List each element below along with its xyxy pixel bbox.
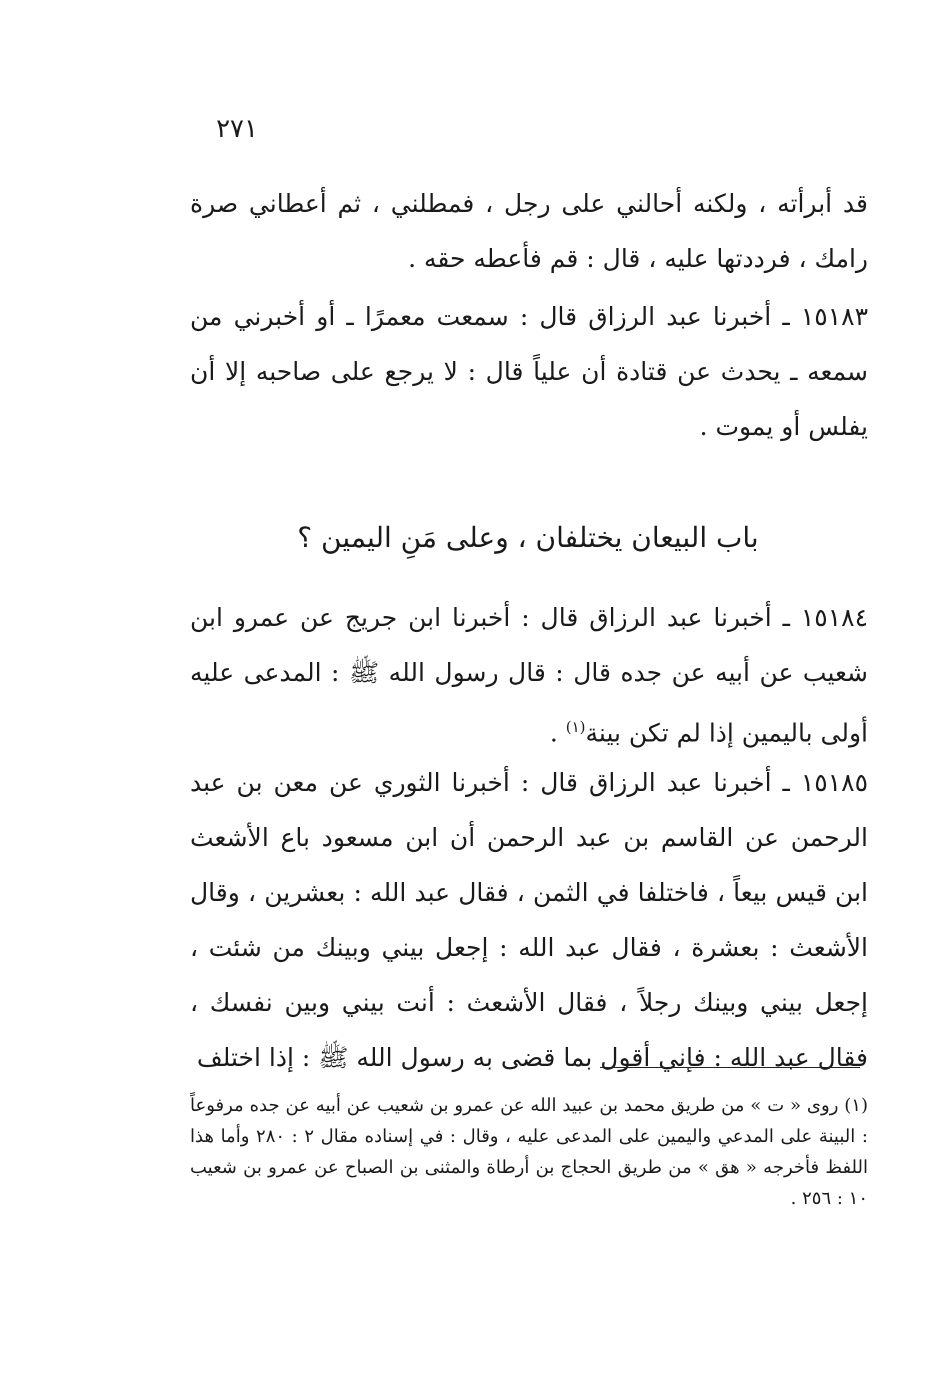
- hadith-15184-paragraph: [190, 590, 868, 760]
- footnote-1-text: (١) روى « ت » من طريق محمد بن عبيد الله عن عمرو بن شعيب عن أبيه عن جده مرفوعاً : البينة على المدعي واليمين على المدعى عليه ، وقال : في إسناده مقال ٢ : ٢٨٠ وأما هذا اللفظ فأخرجه « هق » من طريق الحجاج بن أرطاة والمثنى بن الصباح عن عمرو بن شعيب ١٠ : ٢٥٦ .: [190, 1095, 868, 1209]
- continuation-paragraph: [190, 176, 868, 286]
- hadith-15185: [190, 755, 868, 1085]
- hadith-15184-end: .: [549, 718, 566, 748]
- footnote-1: [190, 1090, 868, 1214]
- hadith-15183: [190, 289, 868, 454]
- book-page: [190, 0, 868, 1373]
- chapter-heading: باب البيعان يختلفان ، وعلى مَنِ اليمين ؟: [297, 521, 759, 554]
- continuation-text: قد أبرأته ، ولكنه أحالني على رجل ، فمطلني ، ثم أعطاني صرة رامك ، فرددتها عليه ، قال : قم فأعطه حقه .: [190, 189, 868, 273]
- footnote-ref-1: (١): [565, 718, 586, 736]
- footnote-divider: [600, 1067, 860, 1068]
- hadith-15184: [190, 590, 868, 760]
- hadith-15185-text: ١٥١٨٥ ـ أخبرنا عبد الرزاق قال : أخبرنا الثوري عن معن بن عبد الرحمن عن القاسم بن عبد الرحمن أن ابن مسعود باع الأشعث ابن قيس بيعاً ، فاختلفا في الثمن ، فقال عبد الله : بعشرين ، وقال الأشعث : بعشرة ، فقال عبد الله : إجعل بيني وبينك من شئت ، إجعل بيني وبينك رجلاً ، فقال الأشعث : أنت بيني وبين نفسك ، فقال عبد الله : فإني أقول بما قضى به رسول الله ﷺ : إذا اختلف: [190, 768, 868, 1072]
- page-number: ٢٧١: [216, 114, 258, 144]
- hadith-15183-text: ١٥١٨٣ ـ أخبرنا عبد الرزاق قال : سمعت معمرًا ـ أو أخبرني من سمعه ـ يحدث عن قتادة أن علياً قال : لا يرجع على صاحبه إلا أن يفلس أو يموت .: [190, 302, 868, 441]
- hadith-15184-text: ١٥١٨٤ ـ أخبرنا عبد الرزاق قال : أخبرنا ابن جريج عن عمرو ابن شعيب عن أبيه عن جده قال : قال رسول الله ﷺ : المدعى عليه أولى باليمين إذا لم تكن بينة: [190, 603, 868, 748]
